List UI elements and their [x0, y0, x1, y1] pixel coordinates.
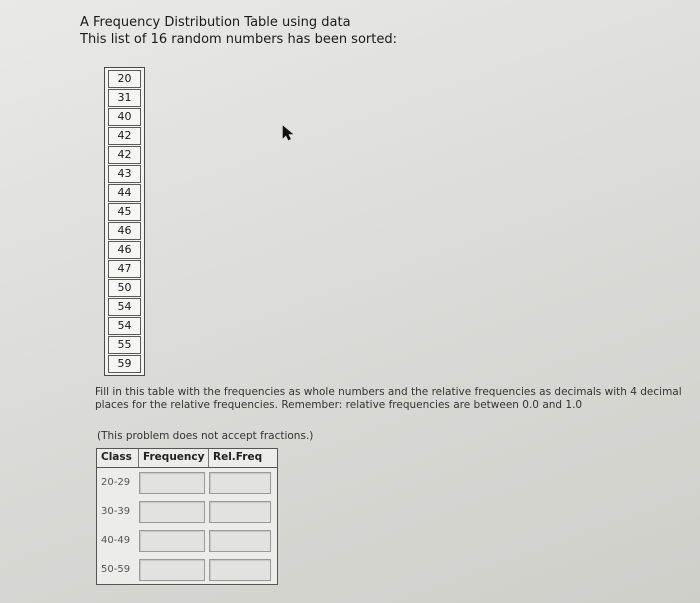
number-item: 54	[108, 298, 141, 316]
instructions-text: Fill in this table with the frequencies as whole numbers and the relative frequencies as decimals with 4 decimal places for the relative frequencies. Remember: relative frequencies are between 0.0 and 1.0	[95, 386, 682, 411]
number-item: 45	[108, 203, 141, 221]
number-item: 44	[108, 184, 141, 202]
rel-freq-input[interactable]	[209, 559, 271, 581]
number-item: 40	[108, 108, 141, 126]
number-item: 42	[108, 146, 141, 164]
number-item: 31	[108, 89, 141, 107]
frequency-input[interactable]	[139, 472, 205, 494]
header-class: Class	[97, 449, 139, 467]
number-item: 20	[108, 70, 141, 88]
frequency-input[interactable]	[139, 530, 205, 552]
number-item: 43	[108, 165, 141, 183]
number-item: 55	[108, 336, 141, 354]
rel-freq-input[interactable]	[209, 472, 271, 494]
class-label: 30-39	[101, 506, 131, 517]
fractions-note: (This problem does not accept fractions.)	[97, 430, 314, 442]
table-row	[97, 526, 277, 555]
class-label: 40-49	[101, 535, 131, 546]
number-item: 46	[108, 222, 141, 240]
arrow-cursor-icon	[282, 125, 294, 141]
frequency-input[interactable]	[139, 501, 205, 523]
number-item: 54	[108, 317, 141, 335]
table-header-row	[97, 449, 277, 468]
rel-freq-input[interactable]	[209, 530, 271, 552]
number-item: 42	[108, 127, 141, 145]
number-item: 46	[108, 241, 141, 259]
sorted-number-list	[104, 67, 145, 376]
frequency-input[interactable]	[139, 559, 205, 581]
table-row	[97, 468, 277, 497]
page-subtitle: This list of 16 random numbers has been sorted:	[80, 32, 397, 47]
number-item: 50	[108, 279, 141, 297]
class-label: 50-59	[101, 564, 131, 575]
problem-header	[80, 14, 397, 48]
header-rel-freq: Rel.Freq	[213, 451, 263, 463]
page-title: A Frequency Distribution Table using data	[80, 15, 351, 30]
rel-freq-input[interactable]	[209, 501, 271, 523]
header-frequency: Frequency	[139, 449, 209, 467]
table-row	[97, 497, 277, 526]
frequency-table	[96, 448, 278, 585]
number-item: 59	[108, 355, 141, 373]
class-label: 20-29	[101, 477, 131, 488]
number-item: 47	[108, 260, 141, 278]
table-row	[97, 555, 277, 584]
